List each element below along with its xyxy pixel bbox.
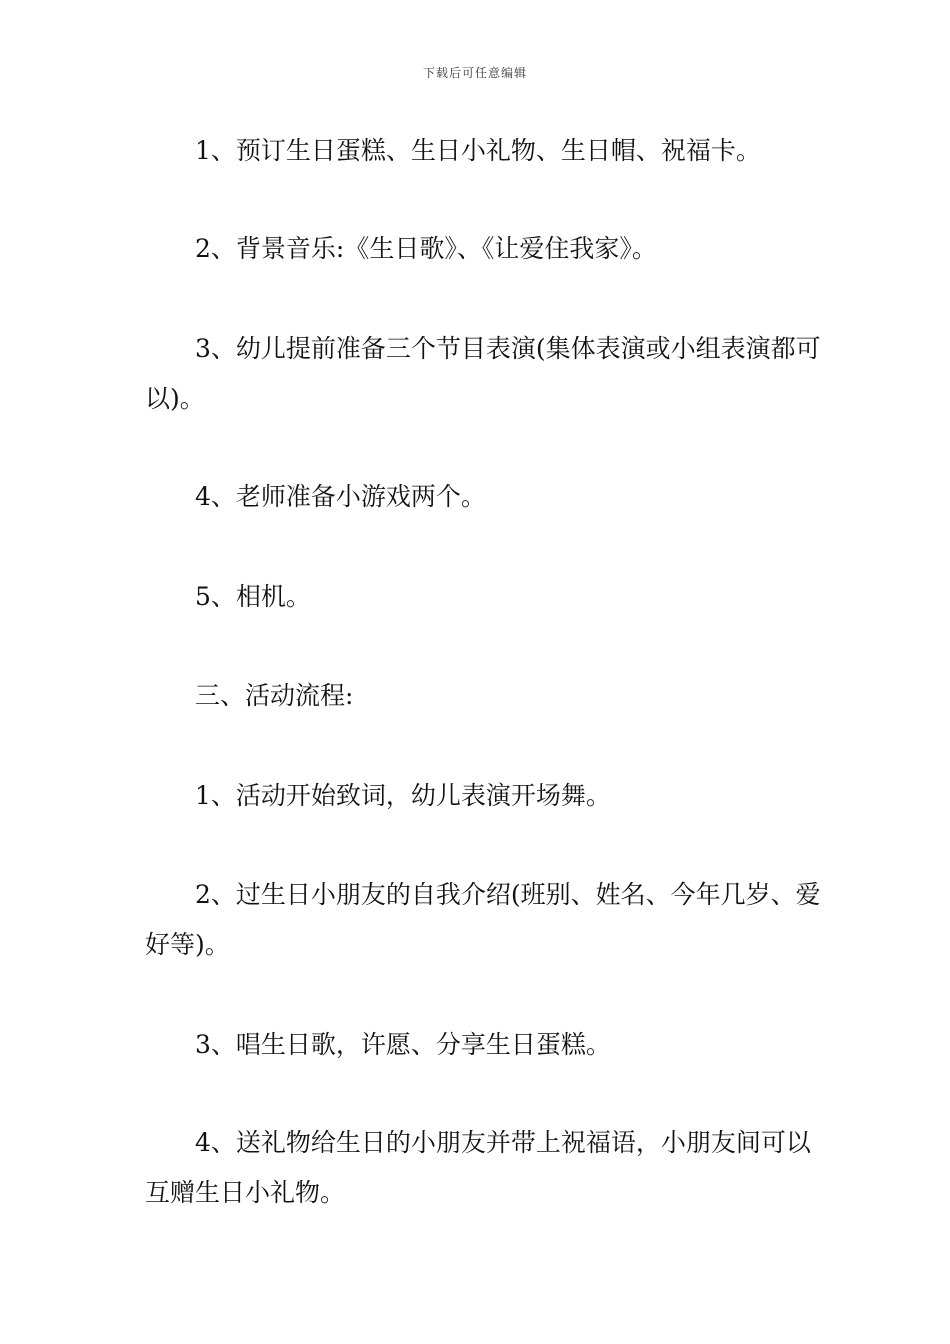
paragraph-flow-3: 3、唱生日歌，许愿、分享生日蛋糕。 (195, 1030, 611, 1059)
paragraph-flow-2: 2、过生日小朋友的自我介绍(班别、姓名、今年几岁、爱好等)。 (145, 880, 821, 959)
paragraph-prep-1: 1、预订生日蛋糕、生日小礼物、生日帽、祝福卡。 (195, 136, 761, 165)
paragraph-prep-4: 4、老师准备小游戏两个。 (195, 482, 486, 511)
page-header-note: 下载后可任意编辑 (422, 66, 527, 80)
paragraph-prep-3: 3、幼儿提前准备三个节目表演(集体表演或小组表演都可以)。 (145, 334, 821, 413)
paragraph-flow-1: 1、活动开始致词，幼儿表演开场舞。 (195, 781, 611, 810)
paragraph-prep-2: 2、背景音乐:《生日歌》、《让爱住我家》。 (195, 234, 657, 263)
paragraph-prep-5: 5、相机。 (195, 582, 311, 611)
paragraph-flow-4: 4、送礼物给生日的小朋友并带上祝福语，小朋友间可以互赠生日小礼物。 (145, 1128, 811, 1207)
section-heading-activity-flow: 三、活动流程: (195, 681, 354, 710)
